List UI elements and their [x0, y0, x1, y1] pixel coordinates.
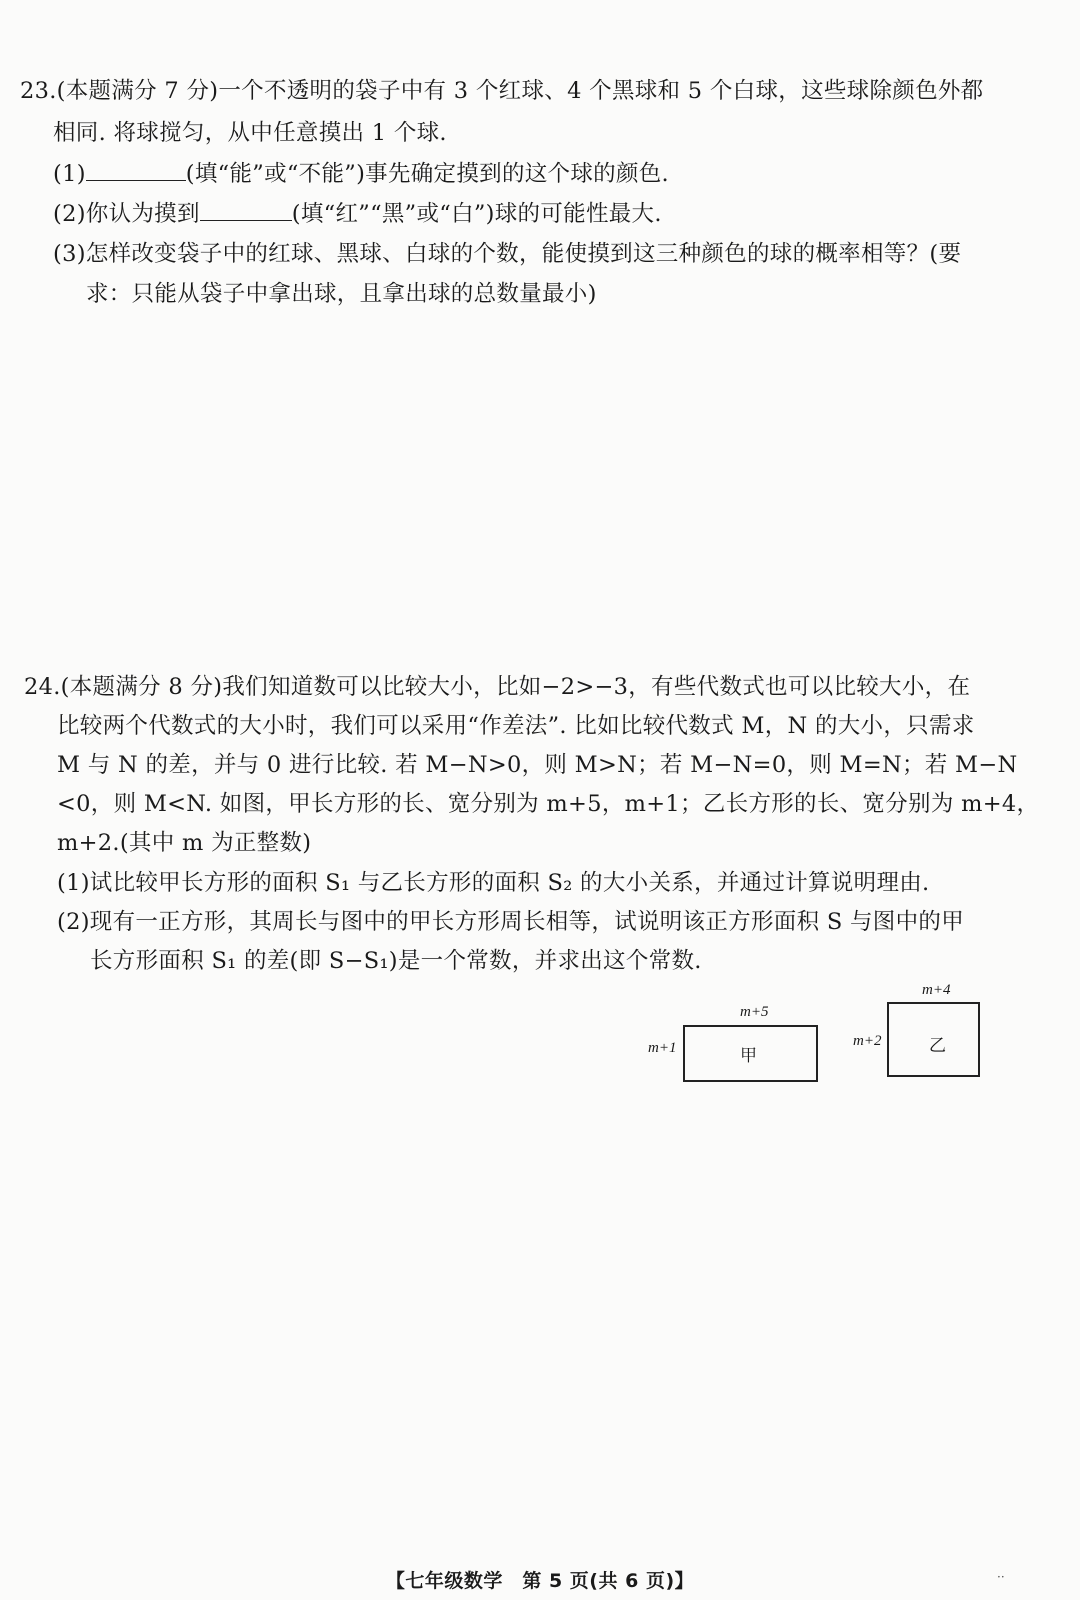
q24-part2-line1: (2)现有一正方形，其周长与图中的甲长方形周长相等，试说明该正方形面积 S 与图中的甲 [57, 909, 964, 935]
rect-a-length-label: m+5 [740, 1004, 769, 1020]
q24-stem-line5: m+2.(其中 m 为正整数) [57, 830, 312, 856]
q24-part2-line2: 长方形面积 S₁ 的差(即 S−S₁)是一个常数，并求出这个常数. [90, 948, 702, 974]
q23-part1 [53, 157, 669, 191]
rect-b-name: 乙 [929, 1036, 946, 1056]
rect-a-width-label: m+1 [648, 1040, 677, 1056]
rect-a-name: 甲 [740, 1046, 757, 1066]
q23-stem-line: 相同. 将球搅匀，从中任意摸出 1 个球. [53, 120, 447, 146]
q23-heading-line: 23.(本题满分 7 分)一个不透明的袋子中有 3 个红球、4 个黑球和 5 个白球，这些球除颜色外都 [20, 78, 984, 104]
q24-part1: (1)试比较甲长方形的面积 S₁ 与乙长方形的面积 S₂ 的大小关系，并通过计算说明理由. [57, 870, 930, 896]
page-footer: 【七年级数学 第 5 页(共 6 页)】 [385, 1570, 695, 1592]
q23-part1-number: (1) [53, 161, 86, 187]
rect-b-width-label: m+2 [853, 1033, 882, 1049]
q24-heading-line: 24.(本题满分 8 分)我们知道数可以比较大小，比如−2>−3，有些代数式也可以比较大小，在 [24, 674, 971, 700]
q23-part2-lead: (2)你认为摸到 [53, 201, 200, 227]
corner-mark: ·· [997, 1570, 1005, 1584]
q23-part1-text: (填“能”或“不能”)事先确定摸到的这个球的颜色. [185, 161, 670, 187]
q24-stem-line3: M 与 N 的差，并与 0 进行比较. 若 M−N>0，则 M>N；若 M−N=0，则 M=N；若 M−N [57, 752, 1018, 778]
q24-stem-line2: 比较两个代数式的大小时，我们可以采用“作差法”. 比如比较代数式 M，N 的大小，只需求 [57, 713, 975, 739]
q23-part3-line1: (3)怎样改变袋子中的红球、黑球、白球的个数，能使摸到这三种颜色的球的概率相等？(要 [53, 241, 962, 267]
q23-part2-blank [200, 200, 292, 221]
q23-part2-text: (填“红”“黑”或“白”)球的可能性最大. [291, 201, 662, 227]
rect-b-length-label: m+4 [922, 982, 951, 998]
q24-stem-line4: <0，则 M<N. 如图，甲长方形的长、宽分别为 m+5，m+1；乙长方形的长、宽分别为 m+4， [57, 791, 1040, 817]
q23-part2 [53, 197, 662, 231]
q23-part3-line2: 求：只能从袋子中拿出球，且拿出球的总数量最小) [86, 281, 597, 307]
q23-part1-blank [86, 160, 186, 181]
